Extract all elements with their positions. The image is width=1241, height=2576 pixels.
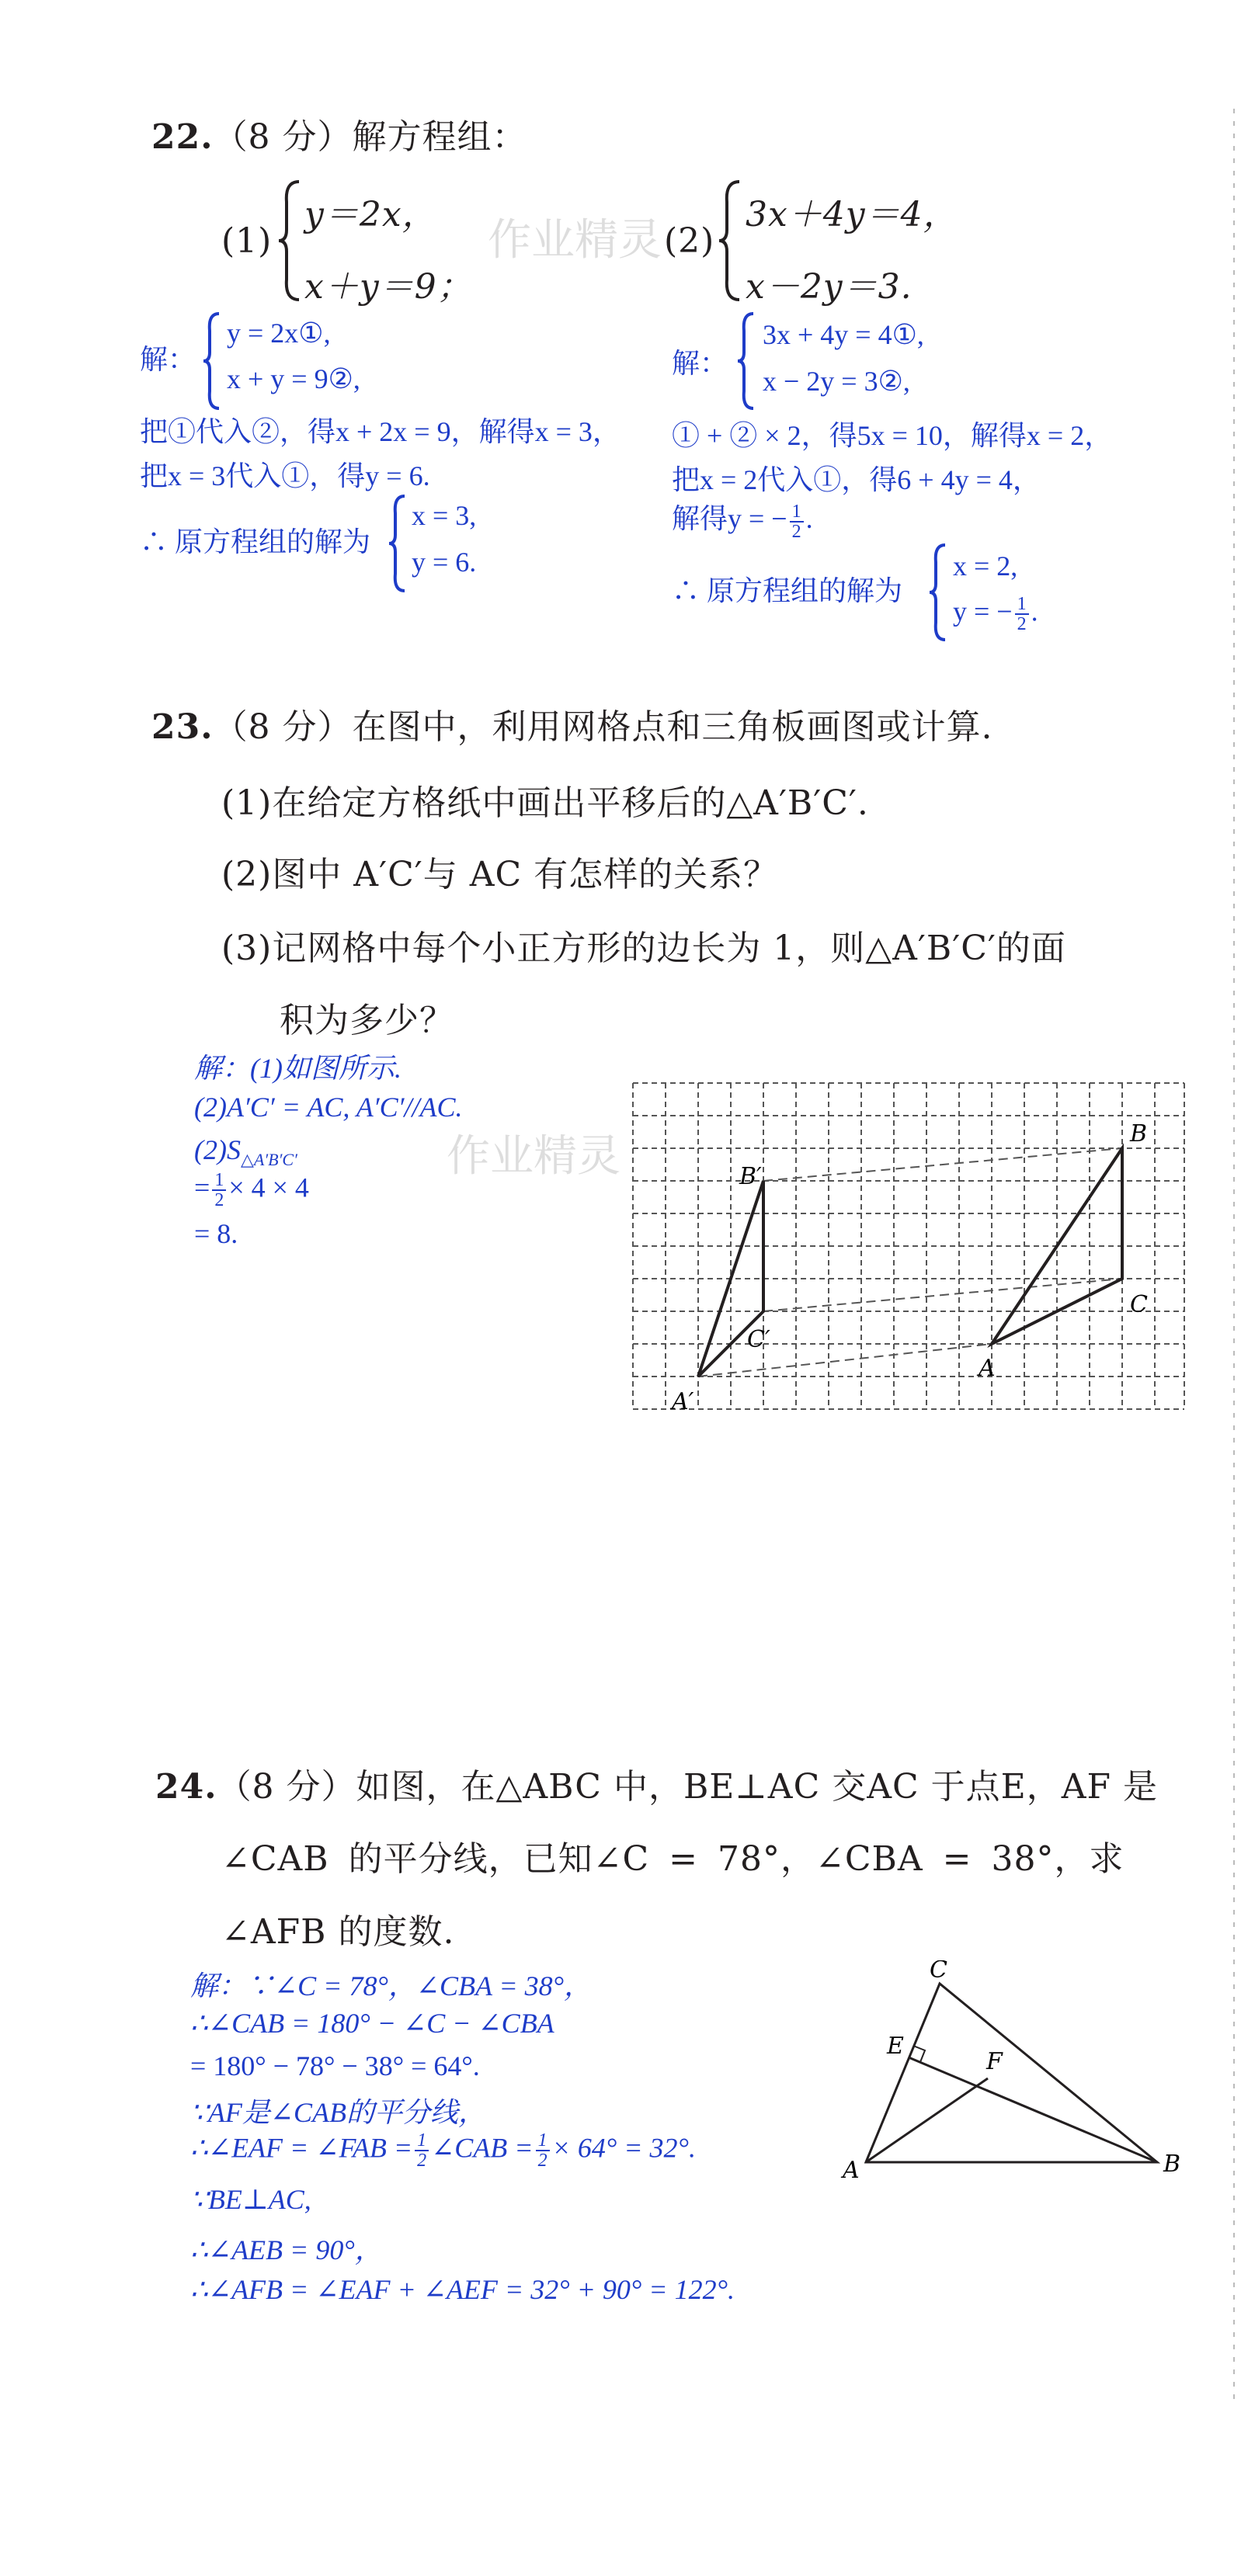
q24-text: （8 分）如图，在△ABC 中，BE⊥AC 交AC 于点E，AF 是 <box>217 1767 1159 1807</box>
q24-sol-l7: ∴∠AEB = 90°， <box>190 2234 383 2265</box>
q22-p2-eq2: x－2y＝3. <box>746 267 912 307</box>
q23-sol-l3: $(2)S_{\triangle A'B'C'}$ <box>194 1134 297 1170</box>
q22-sol2-brace <box>735 311 758 411</box>
q24-sol-l3: = 180° − 78° − 38° = 64°. <box>190 2050 480 2081</box>
q22-p2-eq1: 3x＋4y＝4， <box>746 195 958 234</box>
q22-sol1-intro: 解： <box>140 344 196 375</box>
q24-sol-l6: ∵BE⊥AC, <box>190 2184 311 2215</box>
q22-sol2-eq1: 3x + 4y = 4①, <box>763 319 924 350</box>
label-A: A <box>843 2157 860 2184</box>
q22-sol1-eq2: x + y = 9②, <box>227 363 360 394</box>
q22-p2-label: (2) <box>664 221 715 261</box>
page-edge-rule <box>1231 109 1237 2407</box>
label-A: A <box>979 1355 996 1382</box>
q22-sol1-eq1: y = 2x①, <box>227 318 331 349</box>
fraction-half: $\frac{1}{2}$ <box>536 2131 550 2170</box>
q24-sol-l5: ∴∠EAF = ∠FAB = $\frac{1}{2}$ ∠CAB = $\frac{1}{2}$ × 64° = 32°. <box>190 2130 696 2171</box>
q22-sol2-eq2: x − 2y = 3②, <box>763 366 910 397</box>
label-A1: A′ <box>672 1388 694 1415</box>
q22-number: 22. <box>151 117 214 157</box>
fraction-half: $\frac{1}{2}$ <box>1015 595 1029 634</box>
q22-sol1-ans-brace <box>386 493 409 594</box>
q22-sol1-step1: 把①代入②，得x + 2x = 9，解得x = 3， <box>140 416 620 447</box>
q24-sol-l2: ∴∠CAB = 180° − ∠C − ∠CBA <box>190 2008 554 2039</box>
q23-p2: (2)图中 A′C′与 AC 有怎样的关系？ <box>221 855 779 894</box>
segment-be <box>909 2057 1157 2162</box>
q24-sol-l4: ∵AF是∠CAB的平分线， <box>190 2097 487 2128</box>
label-E: E <box>887 2033 904 2060</box>
q23-p3b: 积为多少？ <box>280 1001 454 1040</box>
q24-number: 24. <box>155 1767 217 1807</box>
q22-heading <box>151 109 527 158</box>
q22-sol1-ans2: y = 6. <box>412 547 477 578</box>
q23-grid-figure <box>629 1079 1188 1436</box>
q23-sol-l2: (2)A′C′ = AC, A′C′//AC. <box>194 1092 463 1123</box>
q22-sol2-step2: 把x = 2代入①，得6 + 4y = 4， <box>672 464 1041 495</box>
watermark: 作业精灵 <box>488 215 662 266</box>
triangle-abc <box>866 1984 1157 2162</box>
q24-sol-l8: ∴∠AFB = ∠EAF + ∠AEF = 32° + 90° = 122°. <box>190 2274 735 2305</box>
q22-sol1-brace <box>200 311 224 411</box>
label-B: B <box>1163 2151 1181 2178</box>
q24-sol-l1: 解：∵∠C = 78°，∠CBA = 38°， <box>190 1970 593 2001</box>
q24-heading <box>155 1758 1158 1808</box>
q22-p1-eq2: x＋y＝9； <box>304 267 472 307</box>
q23-heading <box>151 699 993 748</box>
q23-p1: (1)在给定方格纸中画出平移后的△A′B′C′. <box>221 783 869 823</box>
q24-text2: ∠CAB 的平分线，已知∠C = 78°，∠CBA = 38°，求 <box>221 1839 1125 1879</box>
q24-text3: ∠AFB 的度数. <box>221 1912 455 1952</box>
q22-sol2-intro: 解： <box>672 348 728 379</box>
fraction-half: $\frac{1}{2}$ <box>790 502 804 541</box>
q22-text: （8 分）解方程组： <box>213 117 527 157</box>
label-B: B <box>1130 1120 1148 1147</box>
q23-number: 23. <box>151 707 214 747</box>
label-C: C <box>930 1960 947 1984</box>
fraction-half: $\frac{1}{2}$ <box>415 2131 429 2170</box>
watermark: 作业精灵 <box>447 1131 620 1182</box>
q22-p1-eq1: y＝2x， <box>304 195 437 234</box>
q23-sol-l1: 解：(1)如图所示. <box>194 1053 402 1084</box>
q22-sol1-step2: 把x = 3代入①，得y = 6. <box>140 460 430 491</box>
q23-p3a: (3)记网格中每个小正方形的边长为 1，则△A′B′C′的面 <box>221 929 1066 968</box>
q23-sol-l5: = 8. <box>194 1218 238 1249</box>
label-C1: C′ <box>747 1326 770 1353</box>
label-C: C <box>1130 1291 1148 1318</box>
label-F: F <box>986 2048 1003 2075</box>
q22-sol2-ans1: x = 2, <box>953 550 1018 582</box>
fraction-half: $\frac{1}{2}$ <box>212 1171 226 1210</box>
q24-triangle-figure <box>831 1960 1204 2185</box>
q22-p2-brace <box>716 179 744 303</box>
q22-sol2-ans2: y = − $\frac{1}{2}$ . <box>953 594 1038 634</box>
q23-text: （8 分）在图中，利用网格点和三角板画图或计算. <box>213 707 993 747</box>
q22-sol1-concl: ∴ 原方程组的解为 <box>140 526 371 557</box>
q22-p1-label: (1) <box>221 221 273 261</box>
q22-sol2-concl: ∴ 原方程组的解为 <box>672 575 903 606</box>
q23-sol-l4: = $\frac{1}{2}$ × 4 × 4 <box>194 1170 309 1210</box>
label-B1: B′ <box>739 1163 762 1190</box>
q22-p1-brace <box>276 179 304 303</box>
q22-sol2-step3: 解得y = − $\frac{1}{2}$ . <box>672 501 813 542</box>
q22-sol1-ans1: x = 3, <box>412 500 477 531</box>
q22-sol2-step1: ① + ② × 2，得5x = 10，解得x = 2， <box>672 420 1113 451</box>
q22-sol2-ans-brace <box>926 542 950 643</box>
